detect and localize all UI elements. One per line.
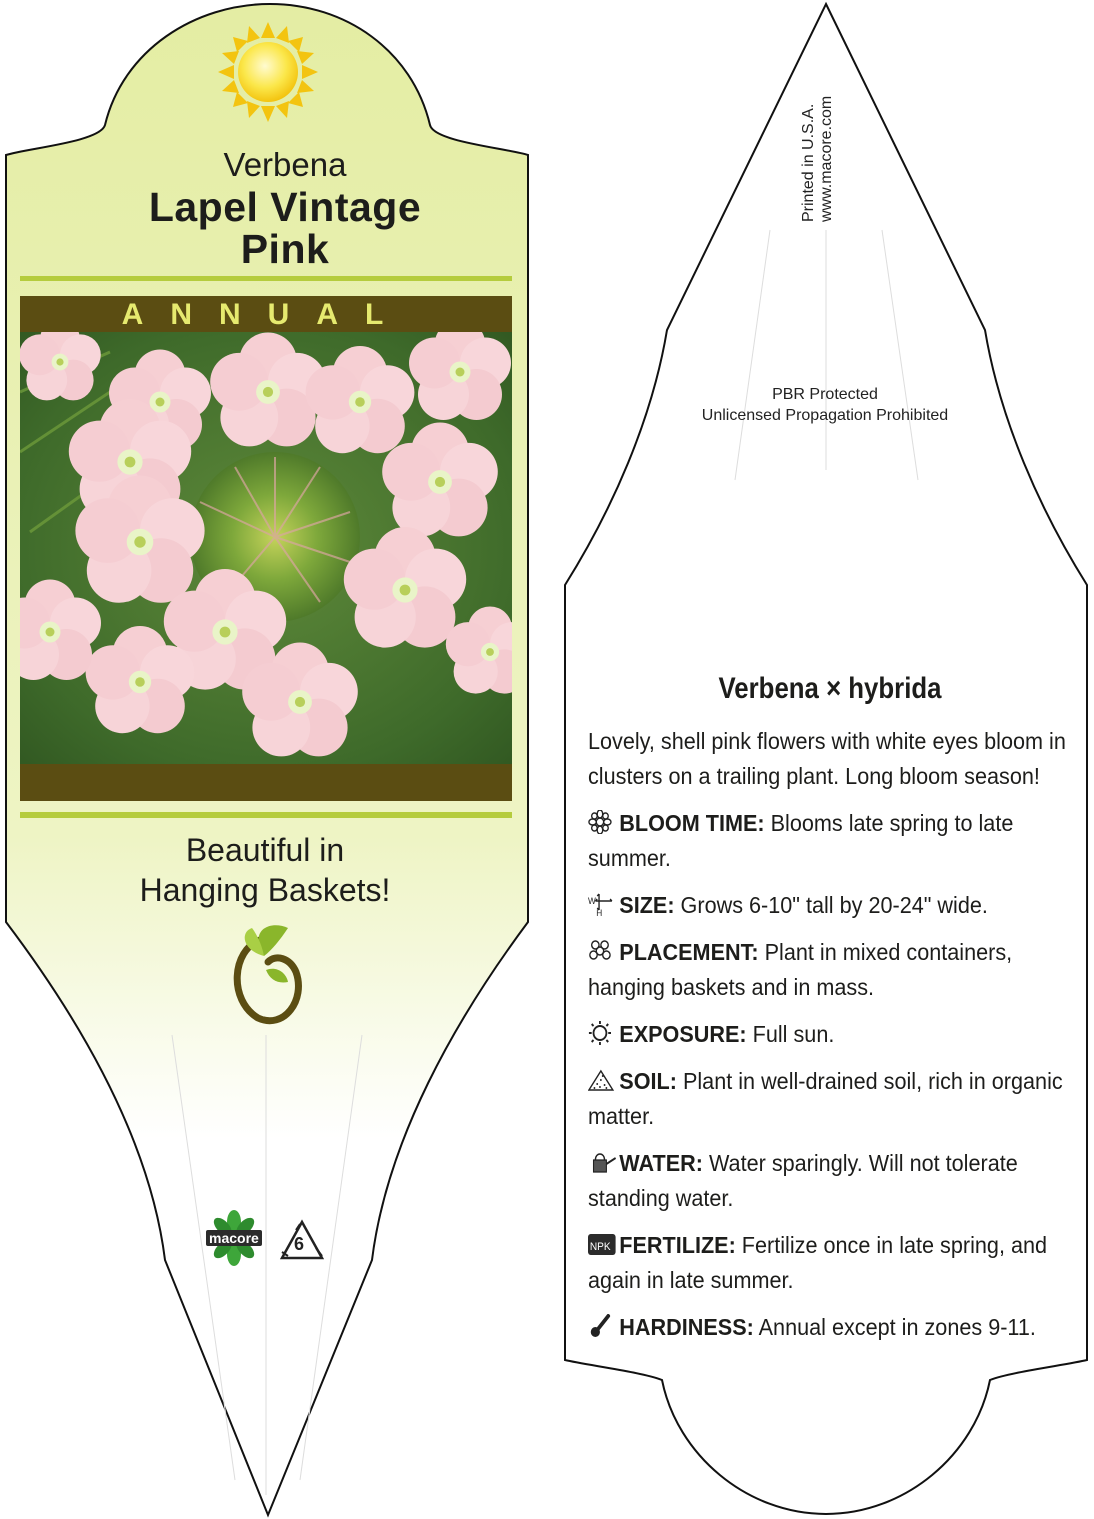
care-water [588, 1146, 1066, 1216]
recycle-number: 6 [294, 1234, 305, 1254]
printed-line-2: www.macore.com [818, 95, 835, 222]
care-text: Blooms late spring to late summer. [588, 810, 1014, 871]
scientific-name: Verbena × hybrida [718, 672, 942, 705]
slogan-line-1: Beautiful in [185, 832, 345, 868]
sun-outline-icon [588, 1021, 619, 1045]
care-bloom-time [588, 806, 1066, 876]
printed-in-usa [800, 96, 836, 222]
pbr-notice [660, 384, 990, 426]
npk-icon [588, 1232, 619, 1256]
printed-line-1: Printed in U.S.A. [800, 103, 817, 222]
variety-line-1: Lapel Vintage [148, 184, 422, 230]
flower-icon [588, 810, 619, 834]
watering-can-icon [588, 1150, 619, 1174]
care-text: Grows 6-10" tall by 20-24" wide. [680, 892, 988, 918]
care-label: SIZE: [619, 892, 675, 918]
variety-line-2: Pink [240, 226, 330, 272]
category-band: ANNUAL [20, 296, 512, 332]
slogan-line-2: Hanging Baskets! [139, 872, 391, 908]
care-text: Annual except in zones 9-11. [758, 1314, 1036, 1340]
size-icon-h: H [596, 907, 603, 916]
care-hardiness [588, 1310, 1066, 1345]
care-label: BLOOM TIME: [619, 810, 765, 836]
care-label: EXPOSURE: [619, 1021, 747, 1047]
care-label: HARDINESS: [619, 1314, 754, 1340]
size-icon [588, 892, 619, 916]
care-label: WATER: [619, 1150, 703, 1176]
care-text: Plant in mixed containers, hanging baskets and in mass. [588, 939, 1013, 1000]
care-exposure [588, 1017, 1066, 1052]
care-fertilize [588, 1228, 1066, 1298]
care-label: PLACEMENT: [619, 939, 759, 965]
care-label: SOIL: [619, 1068, 677, 1094]
care-label: FERTILIZE: [619, 1232, 736, 1258]
pbr-line-2: Unlicensed Propagation Prohibited [701, 407, 949, 424]
size-icon-w: W [588, 895, 596, 907]
care-info [588, 724, 1068, 1357]
care-text: Fertilize once in late spring, and again in late summer. [588, 1232, 1048, 1293]
care-text: Plant in well-drained soil, rich in organic matter. [588, 1068, 1063, 1129]
care-text: Water sparingly. Will not tolerate standing water. [588, 1150, 1018, 1211]
plant-genus: Verbena [223, 146, 347, 183]
care-soil [588, 1064, 1066, 1134]
brand-name: macore [206, 1230, 262, 1246]
npk-icon-text: NPK [589, 1240, 611, 1254]
pbr-line-1: PBR Protected [772, 386, 878, 403]
thermometer-icon [588, 1314, 619, 1338]
placement-icon [588, 939, 619, 963]
soil-icon [588, 1068, 619, 1092]
description: Lovely, shell pink flowers with white eyes bloom in clusters on a trailing plant. Long bloom season! [588, 728, 1066, 789]
care-placement [588, 935, 1066, 1005]
care-text: Full sun. [752, 1021, 835, 1047]
care-size [588, 888, 1066, 923]
